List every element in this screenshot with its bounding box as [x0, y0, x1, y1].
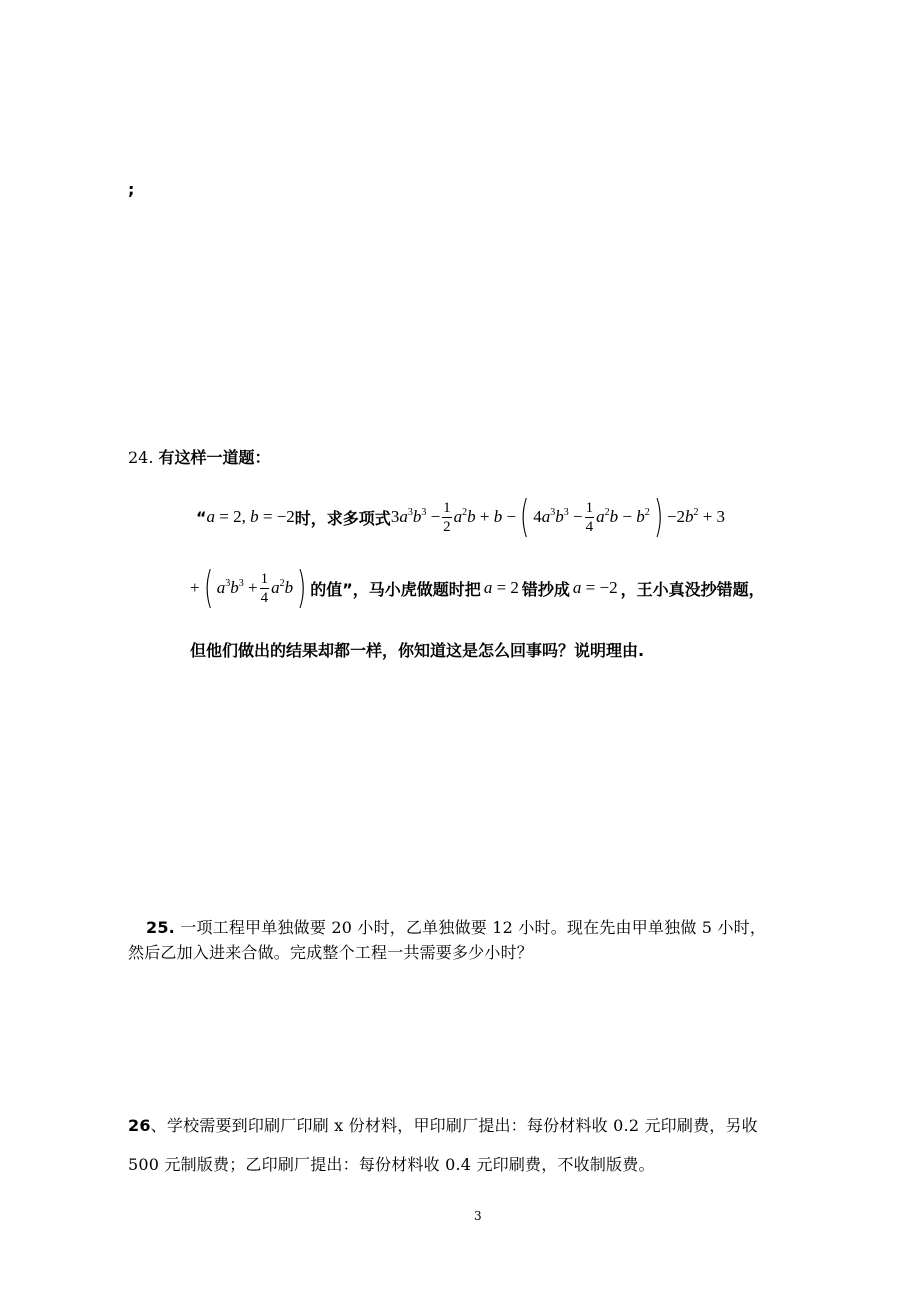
expr-part1: $3a^3b^3$ −: [390, 507, 441, 526]
value-text: 的值”，马小虎做题时把: [310, 579, 481, 599]
question-25-line1: [146, 915, 766, 938]
semicolon-fragment: ;: [128, 180, 135, 199]
page-number: 3: [474, 1209, 482, 1223]
expr-tail: $-2b^2 + 3$: [666, 507, 726, 526]
question-24-title: 有这样一道题：: [158, 448, 271, 467]
right-paren: ): [653, 491, 664, 542]
plus-sign: +: [190, 578, 200, 597]
a-equals-neg2: a = −2: [572, 578, 618, 597]
inner2-right: $a^2b$: [271, 578, 294, 597]
question-26-line1: [128, 1113, 758, 1136]
mistake-text: 错抄成: [521, 579, 570, 599]
expr-part2: $a^2b + b$ −: [453, 507, 517, 526]
question-24-number: 24.: [128, 448, 154, 467]
question-24-header: [128, 445, 271, 468]
wang-text: ，王小真没抄错题，: [620, 579, 765, 599]
question-24-line3: 但他们做出的结果却都一样，你知道这是怎么回事吗？说明理由.: [190, 641, 645, 660]
question-26-line2: 500 元制版费；乙印刷厂提出：每份材料收 0.4 元印刷费，不收制版费。: [128, 1155, 655, 1174]
question-26-text1: 、学校需要到印刷厂印刷 x 份材料，甲印刷厂提出：每份材料收 0.2 元印刷费，另收: [150, 1116, 758, 1135]
when-text: 时，求多项式: [294, 508, 391, 528]
fraction-one-quarter: $\frac{1}{4}$: [585, 499, 594, 535]
a-equals-2: a = 2: [483, 578, 519, 597]
condition-a-b: a = 2, b = −2: [206, 507, 295, 526]
question-25-number: 25.: [146, 918, 175, 937]
fraction-one-quarter-2: $\frac{1}{4}$: [260, 570, 269, 606]
left-paren-2: (: [203, 562, 213, 613]
right-paren-2: ): [296, 562, 307, 613]
question-25-line2: 然后乙加入进来合做。完成整个工程一共需要多少小时？: [128, 943, 534, 962]
question-26-number: 26: [128, 1116, 151, 1135]
fraction-one-half: $\frac{1}{2}$: [443, 499, 451, 535]
left-paren: (: [519, 491, 530, 542]
open-quote: “: [196, 507, 207, 527]
inner2-left: $a^3b^3$ +: [216, 578, 258, 597]
question-25-text1: 一项工程甲单独做要 20 小时，乙单独做要 12 小时。现在先由甲单独做 5 小时，: [180, 918, 767, 937]
question-24-line2: [190, 563, 765, 613]
question-24-line1: [196, 492, 725, 542]
inner-left: $4a^3b^3$ −: [533, 507, 583, 526]
inner-right: $a^2b - b^2$: [596, 507, 650, 526]
